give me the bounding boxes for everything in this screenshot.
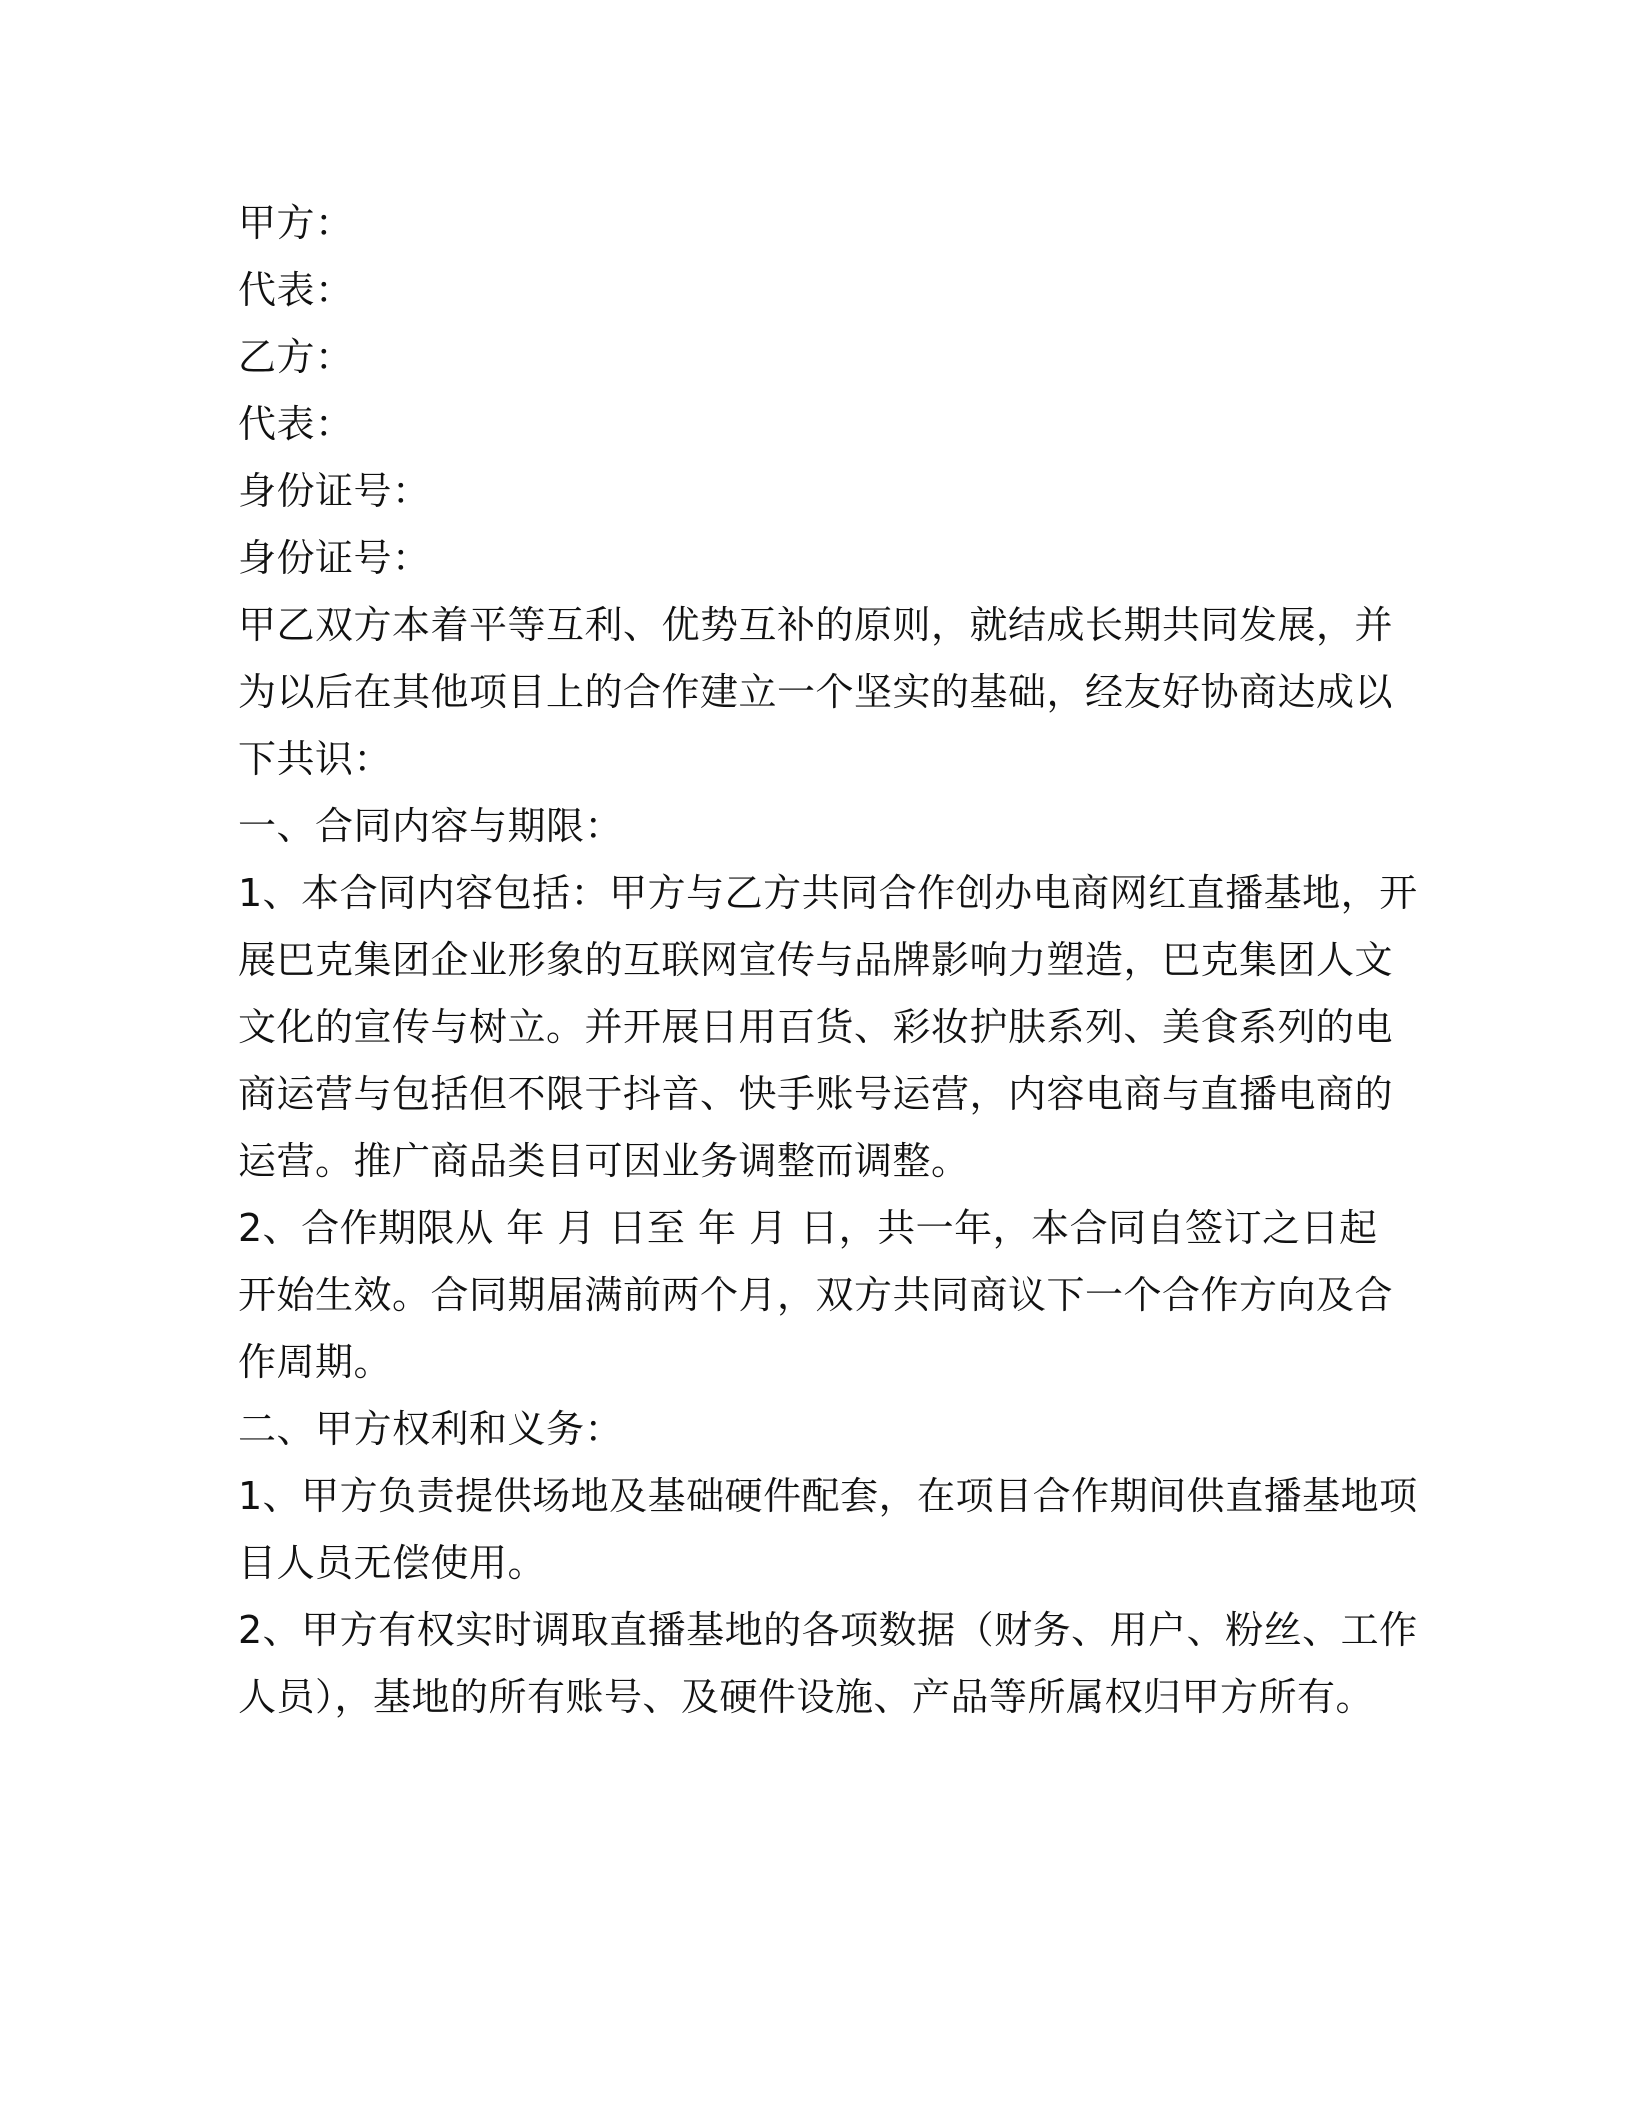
paragraph-line: 文化的宣传与树立。并开展日用百货、彩妆护肤系列、美食系列的电 xyxy=(238,1005,1394,1049)
paragraph-line: 2、甲方有权实时调取直播基地的各项数据（财务、用户、粉丝、工作 xyxy=(238,1608,1418,1652)
paragraph-line: 商运营与包括但不限于抖音、快手账号运营，内容电商与直播电商的 xyxy=(238,1072,1394,1116)
section-2-heading: 二、甲方权利和义务： xyxy=(238,1407,624,1451)
preamble-line: 甲乙双方本着平等互利、优势互补的原则，就结成长期共同发展，并 xyxy=(238,603,1394,647)
section-2-item-1 xyxy=(238,1463,1418,1597)
section-1-item-2 xyxy=(238,1195,1394,1396)
paragraph-line: 展巴克集团企业形象的互联网宣传与品牌影响力塑造，巴克集团人文 xyxy=(238,938,1394,982)
contract-page xyxy=(238,190,1418,1731)
paragraph-line: 运营。推广商品类目可因业务调整而调整。 xyxy=(238,1139,970,1183)
rep-b-label: 代表： xyxy=(238,402,354,446)
paragraph-line: 1、甲方负责提供场地及基础硬件配套，在项目合作期间供直播基地项 xyxy=(238,1474,1418,1518)
preamble-line: 下共识： xyxy=(238,737,393,781)
paragraph-line: 1、本合同内容包括：甲方与乙方共同合作创办电商网红直播基地，开 xyxy=(238,871,1418,915)
id-number-b-label: 身份证号： xyxy=(238,536,431,580)
party-a-label: 甲方： xyxy=(238,201,354,245)
section-2-item-2 xyxy=(238,1597,1418,1731)
paragraph-line: 目人员无偿使用。 xyxy=(238,1541,547,1585)
paragraph-line: 作周期。 xyxy=(238,1340,393,1384)
preamble-paragraph xyxy=(238,592,1394,793)
party-b-label: 乙方： xyxy=(238,335,354,379)
paragraph-line: 人员），基地的所有账号、及硬件设施、产品等所属权归甲方所有。 xyxy=(238,1675,1375,1719)
paragraph-line: 2、合作期限从 年 月 日至 年 月 日，共一年，本合同自签订之日起 xyxy=(238,1206,1378,1250)
section-1-heading: 一、合同内容与期限： xyxy=(238,804,624,848)
preamble-line: 为以后在其他项目上的合作建立一个坚实的基础，经友好协商达成以 xyxy=(238,670,1394,714)
section-1-item-1 xyxy=(238,860,1418,1195)
rep-a-label: 代表： xyxy=(238,268,354,312)
id-number-a-label: 身份证号： xyxy=(238,469,431,513)
paragraph-line: 开始生效。合同期届满前两个月，双方共同商议下一个合作方向及合 xyxy=(238,1273,1394,1317)
